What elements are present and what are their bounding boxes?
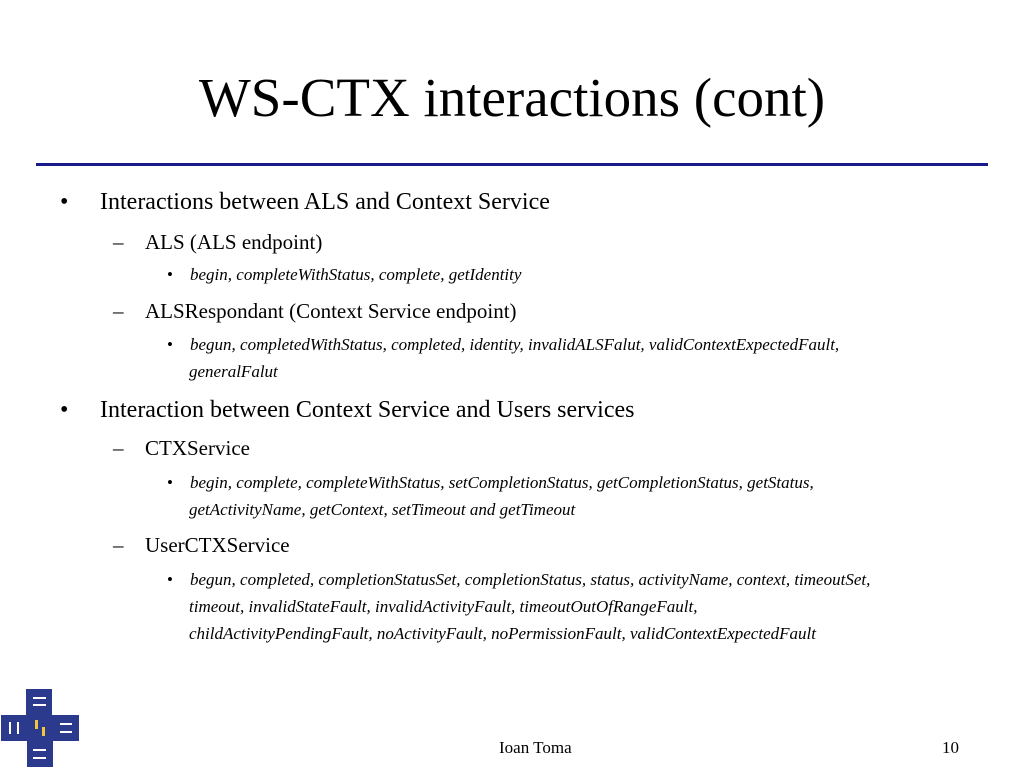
detail-bullet-marker: • — [167, 335, 173, 354]
sub-bullet-marker: – — [113, 533, 124, 557]
detail-alsrespondant-line1: begun, completedWithStatus, completed, identity, invalidALSFalut, validContextExpectedFault, — [190, 335, 840, 354]
detail-userctxservice-line2: timeout, invalidStateFault, invalidActivityFault, timeoutOutOfRangeFault, — [189, 597, 698, 616]
detail-alsrespondant-line2: generalFalut — [189, 362, 278, 381]
detail-ctxservice-line2: getActivityName, getContext, setTimeout and getTimeout — [189, 500, 576, 519]
sub-item-alsrespondant: ALSRespondant (Context Service endpoint) — [145, 299, 517, 323]
detail-bullet-marker: • — [167, 265, 173, 284]
detail-userctxservice-line1: begun, completed, completionStatusSet, completionStatus, status, activityName, context, timeoutSet, — [190, 570, 871, 589]
detail-userctxservice-line3: childActivityPendingFault, noActivityFault, noPermissionFault, validContextExpectedFault — [189, 624, 816, 643]
bullet-item-context-users: Interaction between Context Service and Users services — [100, 397, 635, 423]
detail-ctxservice-line1: begin, complete, completeWithStatus, setCompletionStatus, getCompletionStatus, getStatus, — [190, 473, 814, 492]
bullet-marker: • — [60, 397, 69, 423]
detail-bullet-marker: • — [167, 570, 173, 589]
sub-bullet-marker: – — [113, 230, 124, 254]
sub-item-ctxservice: CTXService — [145, 436, 250, 460]
bullet-item-als-context: Interactions between ALS and Context Service — [100, 189, 550, 215]
footer-author: Ioan Toma — [499, 738, 572, 757]
sub-bullet-marker: – — [113, 299, 124, 323]
wsmo-logo-icon — [0, 688, 80, 768]
sub-item-userctxservice: UserCTXService — [145, 533, 290, 557]
title-divider — [36, 163, 988, 166]
slide-title: WS-CTX interactions (cont) — [198, 67, 826, 128]
sub-bullet-marker: – — [113, 436, 124, 460]
sub-item-als-endpoint: ALS (ALS endpoint) — [145, 230, 323, 254]
bullet-marker: • — [60, 189, 69, 215]
detail-als-operations: begin, completeWithStatus, complete, getIdentity — [190, 265, 522, 284]
detail-bullet-marker: • — [167, 473, 173, 492]
page-number: 10 — [942, 738, 959, 757]
